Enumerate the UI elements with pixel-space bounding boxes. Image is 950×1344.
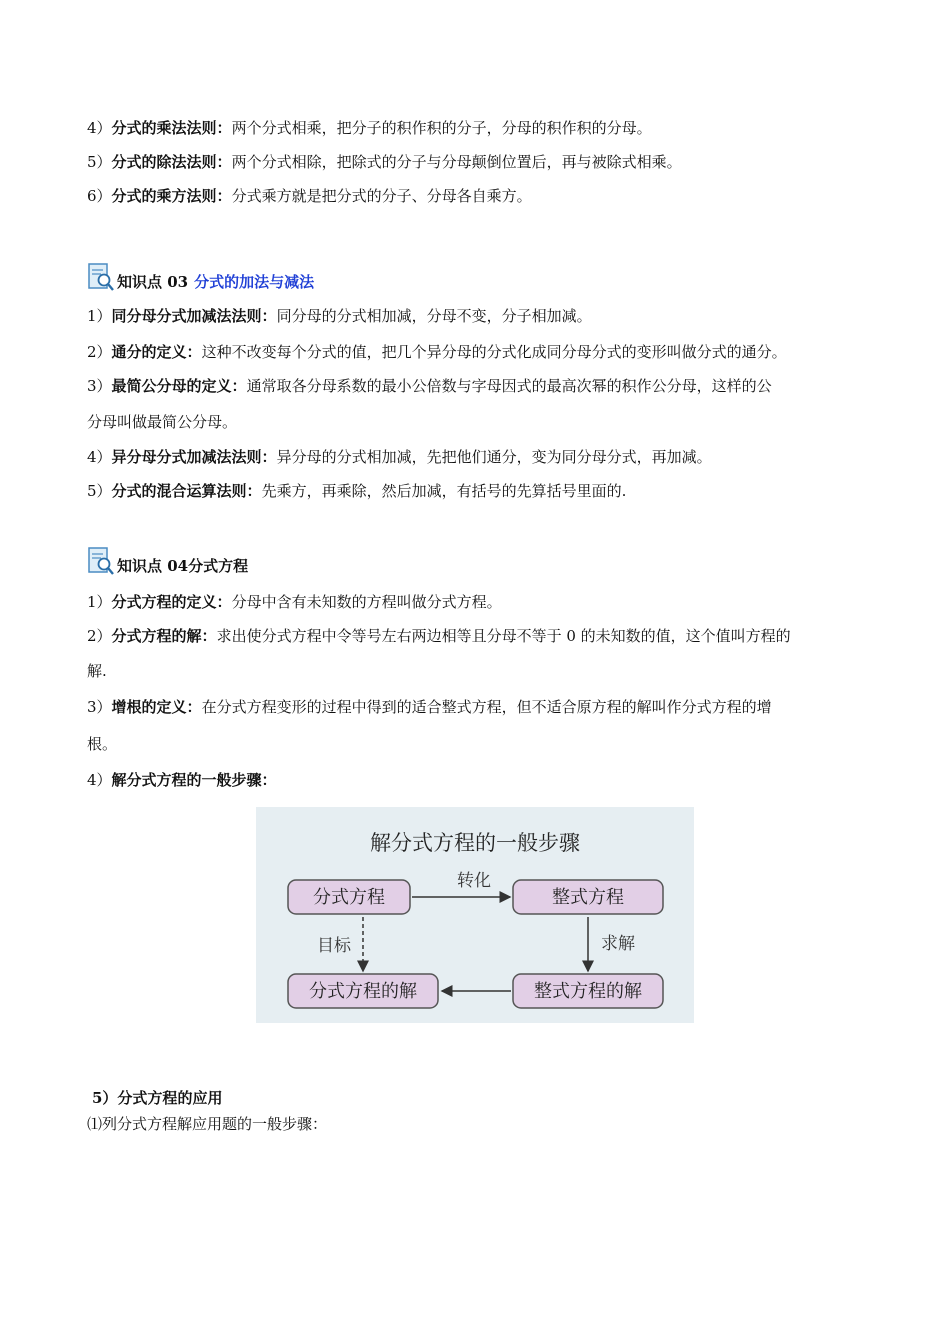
rule-different-denominator: 4）异分母分式加减法法则：异分母的分式相加减，先把他们通分，变为同分母分式，再加减。 — [87, 448, 712, 466]
rule-term: 增根的定义： — [111, 698, 202, 716]
svg-text:整式方程: 整式方程 — [552, 887, 624, 908]
rule-multiplication: 4）分式的乘法法则：两个分式相乘，把分子的积作积的分子，分母的积作积的分母。 — [87, 119, 652, 137]
section-title: 分式的加法与减法 — [194, 273, 315, 291]
rule-term: 分式方程的解： — [111, 627, 217, 645]
definition-fractional-equation: 1）分式方程的定义：分母中含有未知数的方程叫做分式方程。 — [87, 593, 502, 611]
rule-division: 5）分式的除法法则：两个分式相除，把除式的分子与分母颠倒位置后，再与被除式相乘。 — [87, 153, 682, 171]
rule-mixed-operation: 5）分式的混合运算法则：先乘方，再乘除，然后加减，有括号的先算括号里面的. — [87, 482, 627, 500]
rule-term: 分式方程的定义： — [111, 593, 232, 611]
magnifier-document-icon — [87, 546, 115, 576]
definition-common-denominator: 2）通分的定义：这种不改变每个分式的值，把几个异分母的分式化成同分母分式的变形叫做分式的通分。 — [87, 343, 787, 361]
diagram-title: 解分式方程的一般步骤 — [370, 831, 580, 855]
rule-term: 分式的除法法则： — [111, 153, 232, 171]
svg-text:整式方程的解: 整式方程的解 — [534, 981, 642, 1002]
label-solve: 求解 — [601, 934, 635, 954]
rule-term: 分式的乘法法则： — [111, 119, 232, 137]
box-fraction-equation — [288, 880, 410, 914]
rule-term: 解分式方程的一般步骤： — [111, 771, 277, 789]
rule-term: 同分母分式加减法法则： — [111, 307, 277, 325]
flow-chart — [256, 807, 694, 1023]
definition-lcd: 3）最简公分母的定义：通常取各分母系数的最小公倍数与字母因式的最高次幂的积作公分母，这样的公 — [87, 377, 772, 395]
definition-lcd-continued: 分母叫做最简公分母。 — [87, 413, 238, 431]
solving-steps-diagram — [256, 807, 694, 1023]
section-label: 知识点 04 — [117, 557, 189, 575]
application-steps-intro: ⑴列分式方程解应用题的一般步骤： — [87, 1115, 328, 1133]
label-convert: 转化 — [457, 871, 491, 891]
rule-term: 分式的乘方法则： — [111, 187, 232, 205]
section-label: 知识点 03 — [117, 273, 189, 291]
rule-power: 6）分式的乘方法则：分式乘方就是把分式的分子、分母各自乘方。 — [87, 187, 532, 205]
rule-same-denominator: 1）同分母分式加减法法则：同分母的分式相加减，分母不变，分子相加减。 — [87, 307, 592, 325]
magnifier-document-icon — [87, 262, 115, 292]
definition-solution-continued: 解. — [87, 662, 107, 680]
section-title: 分式方程 — [188, 557, 249, 575]
definition-extraneous-root-continued: 根。 — [87, 735, 118, 753]
box-fraction-solution — [288, 974, 438, 1008]
section-application-heading: 5）分式方程的应用 — [92, 1089, 223, 1107]
svg-text:分式方程的解: 分式方程的解 — [309, 981, 417, 1002]
definition-solution: 2）分式方程的解：求出使分式方程中令等号左右两边相等且分母不等于 0 的未知数的值，这个值叫方程的 — [87, 627, 791, 645]
label-goal: 目标 — [317, 936, 351, 956]
svg-text:分式方程: 分式方程 — [313, 887, 385, 908]
steps-heading: 4）解分式方程的一般步骤： — [87, 771, 277, 789]
rule-term: 通分的定义： — [111, 343, 202, 361]
definition-extraneous-root: 3）增根的定义：在分式方程变形的过程中得到的适合整式方程，但不适合原方程的解叫作分式方程的增 — [87, 698, 772, 716]
section-heading-03 — [87, 262, 314, 292]
rule-term: 分式的混合运算法则： — [111, 482, 262, 500]
box-integer-solution — [513, 974, 663, 1008]
box-integer-equation — [513, 880, 663, 914]
section-heading-04 — [87, 546, 248, 576]
rule-term: 异分母分式加减法法则： — [111, 448, 277, 466]
rule-term: 最简公分母的定义： — [111, 377, 247, 395]
